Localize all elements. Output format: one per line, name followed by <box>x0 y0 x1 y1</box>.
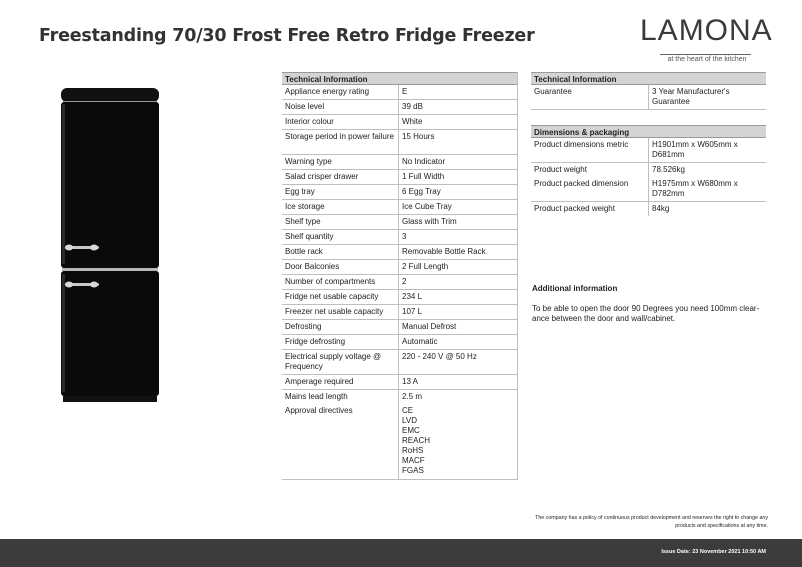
row-value: 1 Full Width <box>402 172 445 181</box>
row-label: Product packed weight <box>531 202 649 216</box>
row-label: Mains lead length <box>282 390 399 404</box>
table-row <box>531 138 766 163</box>
row-value: White <box>402 117 423 126</box>
row-label: Shelf quantity <box>282 230 399 244</box>
table-header: Technical Information <box>531 72 766 85</box>
row-value: Manual Defrost <box>402 322 457 331</box>
row-label: Interior colour <box>282 115 399 129</box>
table-row <box>282 85 517 100</box>
table-row <box>282 290 517 305</box>
row-value: 220 - 240 V @ 50 Hz <box>402 352 477 361</box>
guarantee-table <box>531 72 766 110</box>
table-row <box>282 350 517 375</box>
row-label: Electrical supply voltage @ Frequency <box>282 350 399 374</box>
row-value: 3 <box>402 232 407 241</box>
table-row <box>282 245 517 260</box>
table-row <box>282 185 517 200</box>
table-row <box>282 215 517 230</box>
row-label: Product weight <box>531 163 649 177</box>
brand-name: LAMONA <box>640 14 773 47</box>
table-header: Dimensions & packaging <box>531 125 766 138</box>
fridge-image <box>60 88 160 403</box>
table-row <box>282 115 517 130</box>
row-value: Automatic <box>402 337 438 346</box>
issue-date: Issue Date: 23 November 2021 10:50 AM <box>661 549 766 555</box>
table-row <box>282 275 517 290</box>
table-row <box>282 305 517 320</box>
dimensions-packaging-table <box>531 125 766 216</box>
row-value: 39 dB <box>402 102 423 111</box>
brand-tagline: at the heart of the kitchen <box>660 54 751 63</box>
row-value: 107 L <box>402 307 423 316</box>
row-label: Fridge defrosting <box>282 335 399 349</box>
table-row <box>531 202 766 216</box>
row-label: Salad crisper drawer <box>282 170 399 184</box>
row-value: Removable Bottle Rack <box>402 247 486 256</box>
row-value: H1901mm x W605mm x D681mm <box>652 140 738 159</box>
row-label: Freezer net usable capacity <box>282 305 399 319</box>
row-label: Shelf type <box>282 215 399 229</box>
row-label: Noise level <box>282 100 399 114</box>
table-row <box>531 85 766 110</box>
row-value: No Indicator <box>402 157 446 166</box>
row-value: 2.5 m <box>402 392 423 401</box>
table-row <box>282 404 517 480</box>
row-value: H1975mm x W680mm x D782mm <box>652 179 738 198</box>
row-value: 2 <box>402 277 407 286</box>
row-value: 78.526kg <box>652 165 685 174</box>
row-value: 2 Full Length <box>402 262 449 271</box>
row-label: Storage period in power failure <box>282 130 399 154</box>
table-row <box>282 100 517 115</box>
table-row <box>282 375 517 390</box>
row-label: Fridge net usable capacity <box>282 290 399 304</box>
row-label: Warning type <box>282 155 399 169</box>
table-row <box>282 320 517 335</box>
row-label: Bottle rack <box>282 245 399 259</box>
row-label: Appliance energy rating <box>282 85 399 99</box>
row-label: Guarantee <box>531 85 649 109</box>
page-title: Freestanding 70/30 Frost Free Retro Fridge Freezer <box>39 26 535 46</box>
table-row <box>282 200 517 215</box>
row-value: 84kg <box>652 204 670 213</box>
row-value: CE LVD EMC REACH RoHS MACF FGAS <box>402 406 431 475</box>
row-label: Ice storage <box>282 200 399 214</box>
row-label: Amperage required <box>282 375 399 389</box>
table-row <box>282 130 517 155</box>
row-label: Approval directives <box>282 404 399 479</box>
row-label: Number of compartments <box>282 275 399 289</box>
table-header: Technical Information <box>282 72 517 85</box>
row-label: Defrosting <box>282 320 399 334</box>
table-row <box>531 163 766 177</box>
row-value: Ice Cube Tray <box>402 202 452 211</box>
row-label: Product dimensions metric <box>531 138 649 162</box>
footer-bar <box>0 539 802 567</box>
table-row <box>282 390 517 404</box>
row-label: Door Balconies <box>282 260 399 274</box>
row-value: 15 Hours <box>402 132 435 141</box>
row-value: Glass with Trim <box>402 217 457 226</box>
table-row <box>531 177 766 202</box>
row-label: Egg tray <box>282 185 399 199</box>
row-value: 13 A <box>402 377 419 386</box>
additional-information-title: Additional information <box>532 284 618 293</box>
table-row <box>282 230 517 245</box>
brand-logo <box>640 14 773 66</box>
row-value: E <box>402 87 408 96</box>
additional-information-text: To be able to open the door 90 Degrees you need 100mm clear-ance between the door and wall/cabinet. <box>532 304 760 323</box>
row-label: Product packed dimension <box>531 177 649 201</box>
row-value: 6 Egg Tray <box>402 187 441 196</box>
technical-information-table <box>282 72 518 480</box>
table-row <box>282 170 517 185</box>
row-value: 234 L <box>402 292 423 301</box>
table-row <box>282 335 517 350</box>
table-row <box>282 155 517 170</box>
row-value: 3 Year Manufacturer's Guarantee <box>652 87 730 106</box>
policy-note: The company has a policy of continuous product development and reserves the right to change any products and specifications at any time. <box>535 515 768 529</box>
table-row <box>282 260 517 275</box>
